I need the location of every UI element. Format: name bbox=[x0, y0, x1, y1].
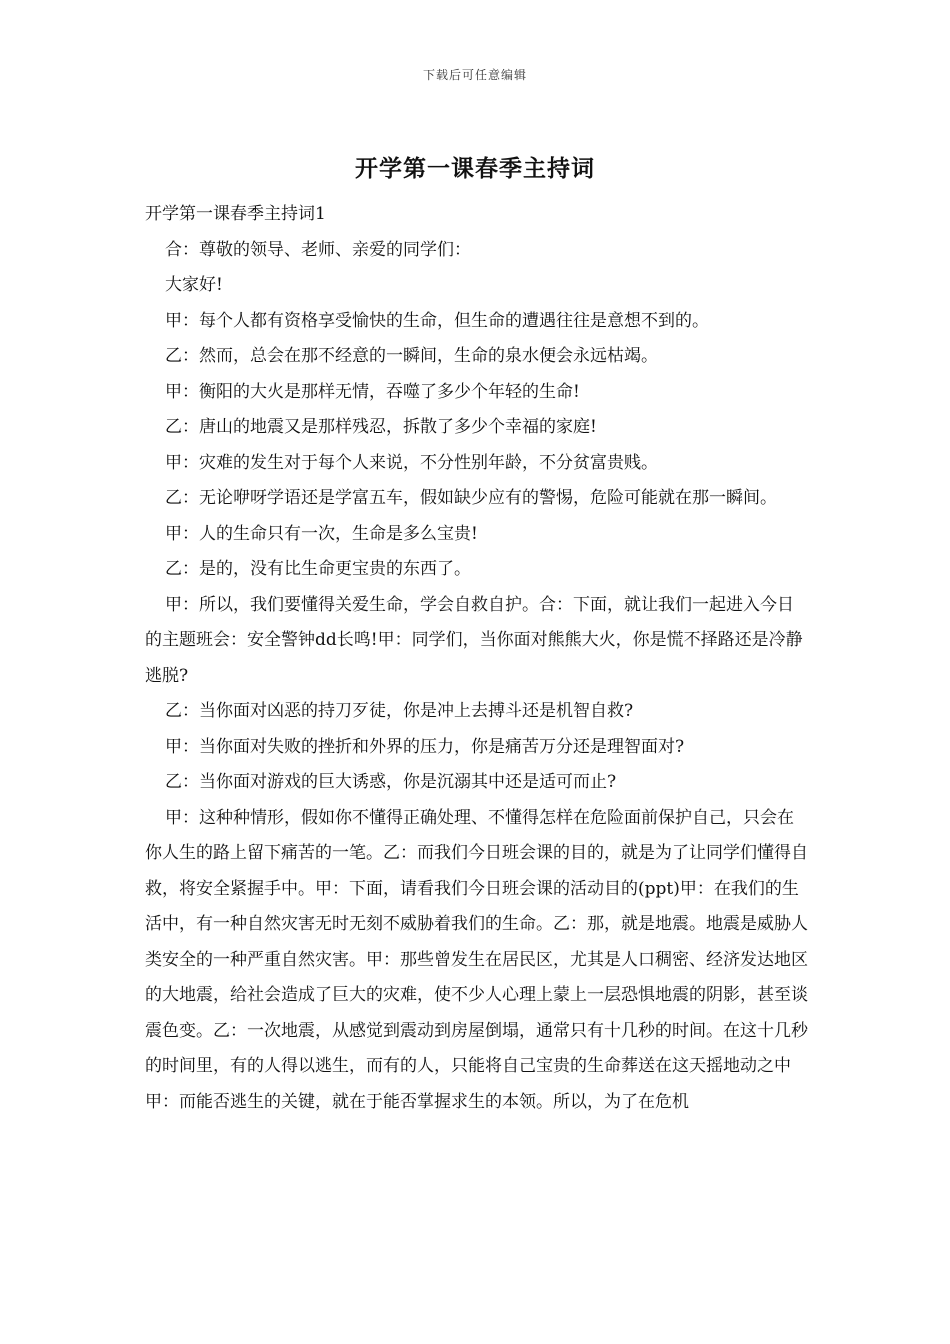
paragraph: 甲：人的生命只有一次，生命是多么宝贵! bbox=[165, 523, 478, 544]
paragraph: 甲：当你面对失败的挫折和外界的压力，你是痛苦万分还是理智面对? bbox=[165, 736, 685, 757]
document-body bbox=[145, 197, 810, 1120]
page-title: 开学第一课春季主持词 bbox=[355, 155, 595, 182]
paragraph: 乙：是的，没有比生命更宝贵的东西了。 bbox=[165, 559, 471, 579]
section-subtitle: 开学第一课春季主持词1 bbox=[145, 204, 326, 224]
paragraph: 大家好! bbox=[165, 275, 223, 295]
paragraph: 甲：这种种情形，假如你不懂得正确处理、不懂得怎样在危险面前保护自己，只会在你人生的路上留下痛苦的一笔。乙：而我们今日班会课的目的，就是为了让同学们懂得自救，将安全紧握手中。甲：下面，请看我们今日班会课的活动目的(ppt)甲：在我们的生活中，有一种自然灾害无时无刻不威胁着我们的生命。乙：那，就是地震。地震是威胁人类安全的一种严重自然灾害。甲：那些曾发生在居民区，尤其是人口稠密、经济发达地区的大地震，给社会造成了巨大的灾难，使不少人心理上蒙上一层恐惧地震的阴影，甚至谈震色变。乙：一次地震，从感觉到震动到房屋倒塌，通常只有十几秒的时间。在这十几秒的时间里，有的人得以逃生，而有的人，只能将自己宝贵的生命葬送在这天摇地动之中甲：而能否逃生的关键，就在于能否掌握求生的本领。所以，为了在危机 bbox=[145, 807, 808, 1112]
paragraph: 甲：衡阳的大火是那样无情，吞噬了多少个年轻的生命! bbox=[165, 381, 580, 402]
paragraph: 乙：然而，总会在那不经意的一瞬间，生命的泉水便会永远枯竭。 bbox=[165, 346, 658, 366]
paragraph: 合：尊敬的领导、老师、亲爱的同学们： bbox=[165, 239, 471, 260]
paragraph: 甲：每个人都有资格享受愉快的生命，但生命的遭遇往往是意想不到的。 bbox=[165, 310, 709, 331]
paragraph: 乙：当你面对凶恶的持刀歹徒，你是冲上去搏斗还是机智自救? bbox=[165, 701, 634, 721]
paragraph: 乙：当你面对游戏的巨大诱惑，你是沉溺其中还是适可而止? bbox=[165, 772, 617, 792]
paragraph: 甲：所以，我们要懂得关爱生命，学会自救自护。合：下面，就让我们一起进入今日的主题班会：安全警钟dd长鸣!甲：同学们，当你面对熊熊大火，你是慌不择路还是冷静逃脱? bbox=[145, 594, 803, 686]
paragraph: 甲：灾难的发生对于每个人来说，不分性别年龄，不分贫富贵贱。 bbox=[165, 452, 658, 473]
header-note: 下载后可任意编辑 bbox=[422, 68, 527, 82]
paragraph: 乙：无论咿呀学语还是学富五车，假如缺少应有的警惕，危险可能就在那一瞬间。 bbox=[165, 488, 777, 508]
paragraph: 乙：唐山的地震又是那样残忍，拆散了多少个幸福的家庭! bbox=[165, 417, 597, 437]
